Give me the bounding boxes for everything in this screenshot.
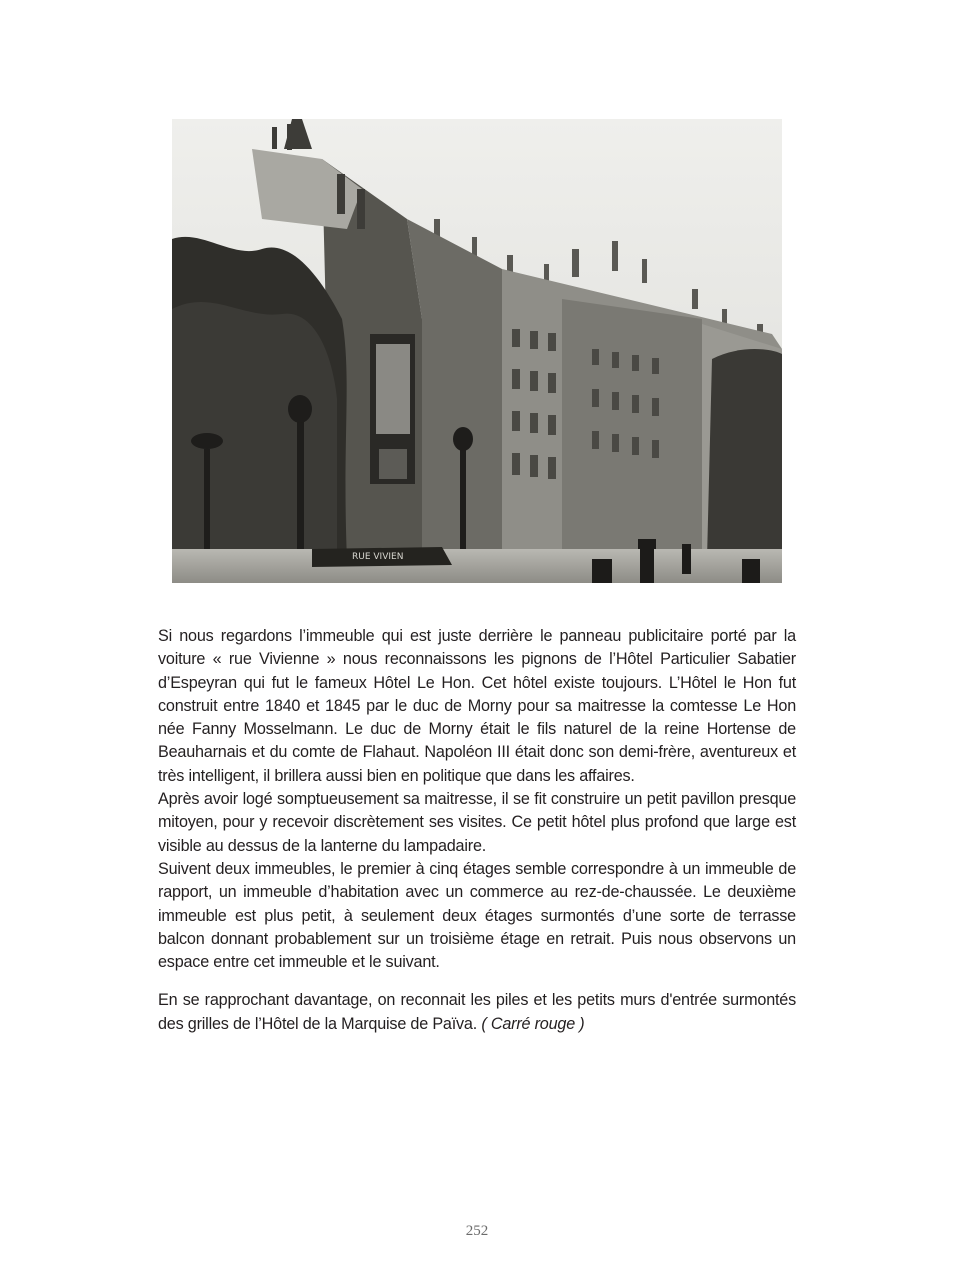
street-scene-image xyxy=(172,119,782,583)
paragraph-hotel-le-hon: Si nous regardons l’immeuble qui est juste derrière le panneau publicitaire porté par la voiture « rue Vivienne » nous reconnaissons les pignons de l’Hôtel Particulier Sabatier d’Espeyran qui fut le fameux Hôtel Le Hon. Cet hôtel existe toujours. L’Hôtel le Hon fut construit entre 1840 et 1845 par le duc de Morny pour sa maitresse la comtesse Le Hon née Fanny Mosselmann. Le duc de Morny était le fils naturel de la reine Hortense de Beauharnais et du comte de Flahaut. Napoléon III était donc son demi-frère, aventureux et très intelligent, il brillera aussi bien en politique que dans les affaires. xyxy=(158,627,796,785)
carriage-sign-text: RUE VIVIEN xyxy=(352,552,404,562)
historical-street-photo xyxy=(172,119,782,583)
paragraph-paiva-text: En se rapprochant davantage, on reconnait les piles et les petits murs d'entrée surmontés des grilles de l’Hôtel de la Marquise de Païva. xyxy=(158,991,796,1033)
carre-rouge-note: ( Carré rouge ) xyxy=(481,1014,585,1033)
paragraph-pavillon: Après avoir logé somptueusement sa maitresse, il se fit construire un petit pavillon presque mitoyen, pour y recevoir discrètement ses visites. Ce petit hôtel plus profond que large est visible au dessus de la lanterne du lampadaire. xyxy=(158,790,796,855)
body-text xyxy=(158,625,796,1036)
paragraph-immeubles: Suivent deux immeubles, le premier à cinq étages semble correspondre à un immeuble de rapport, un immeuble d’habitation avec un commerce au rez-de-chaussée. Le deuxième immeuble est plus petit, à seulement deux étages surmontés d’une sorte de terrasse balcon donnant probablement sur un troisième étage en retrait. Puis nous observons un espace entre cet immeuble et le suivant. xyxy=(158,859,796,972)
page-number: 252 xyxy=(465,1223,489,1239)
paragraph-paiva xyxy=(158,989,796,1036)
